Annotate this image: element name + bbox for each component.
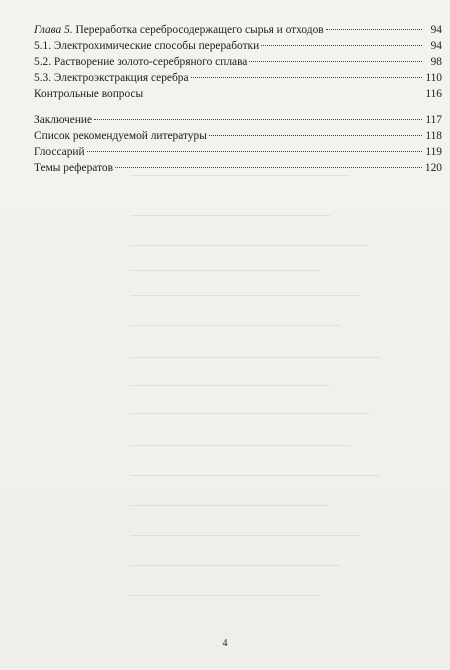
toc-page-number: 94 bbox=[430, 24, 442, 36]
dot-leader bbox=[326, 29, 422, 30]
toc-page-number: 98 bbox=[430, 56, 442, 68]
toc-entry-title: 5.2. Растворение золото-серебряного сплава bbox=[34, 56, 248, 68]
toc-entry-title: Контрольные вопросы bbox=[34, 88, 144, 100]
toc-page-number: 116 bbox=[425, 88, 442, 100]
dot-leader bbox=[191, 77, 423, 78]
toc-entry-title: Переработка серебросодержащего сырья и отходов bbox=[75, 24, 324, 36]
toc-control-questions[interactable] bbox=[34, 86, 442, 102]
table-of-contents bbox=[34, 22, 442, 176]
toc-page-number: 119 bbox=[425, 146, 442, 158]
toc-section-5-3[interactable] bbox=[34, 70, 442, 86]
toc-page-number: 94 bbox=[430, 40, 442, 52]
toc-page-number: 118 bbox=[425, 130, 442, 142]
toc-section-5-1[interactable] bbox=[34, 38, 442, 54]
dot-leader bbox=[94, 119, 422, 120]
dot-leader bbox=[115, 167, 422, 168]
page-number: 4 bbox=[222, 638, 228, 649]
toc-chapter-5[interactable] bbox=[34, 22, 442, 38]
toc-entry-title: Заключение bbox=[34, 114, 93, 126]
toc-essay-topics[interactable] bbox=[34, 160, 442, 176]
toc-page-number: 110 bbox=[425, 72, 442, 84]
toc-conclusion[interactable] bbox=[34, 112, 442, 128]
toc-page-number: 120 bbox=[424, 162, 442, 174]
chapter-label: Глава 5. bbox=[34, 24, 73, 36]
toc-section-5-2[interactable] bbox=[34, 54, 442, 70]
dot-leader bbox=[87, 151, 422, 152]
dot-leader bbox=[249, 61, 422, 62]
toc-recommended-literature[interactable] bbox=[34, 128, 442, 144]
toc-glossary[interactable] bbox=[34, 144, 442, 160]
dot-leader bbox=[209, 135, 422, 136]
toc-entry-title: 5.3. Электроэкстракция серебра bbox=[34, 72, 189, 84]
toc-entry-title: 5.1. Электрохимические способы переработки bbox=[34, 40, 260, 52]
toc-entry-title: Список рекомендуемой литературы bbox=[34, 130, 207, 142]
dot-leader bbox=[261, 45, 422, 46]
toc-entry-title: Глоссарий bbox=[34, 146, 85, 158]
toc-entry-title: Темы рефератов bbox=[34, 162, 113, 174]
section-gap bbox=[34, 102, 442, 112]
toc-page-number: 117 bbox=[425, 114, 442, 126]
